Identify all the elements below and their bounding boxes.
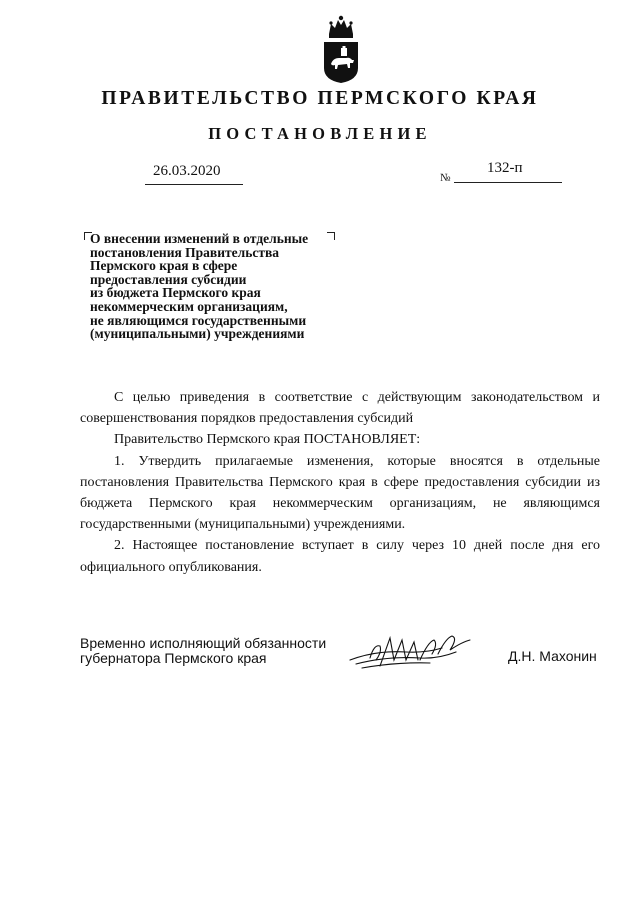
signer-position-line: Временно исполняющий обязанности <box>80 635 327 651</box>
subject-line: не являющимся государственными <box>90 312 307 328</box>
subject-line: Пермского края в сфере <box>90 258 238 274</box>
body-paragraph: С целью приведения в соответствие с действующим законодательством и совершенствования порядков предоставления субсидий <box>80 390 600 427</box>
body-paragraph: 2. Настоящее постановление вступает в силу через 10 дней после дня его официального опубликования. <box>80 538 600 575</box>
handwritten-signature-icon <box>346 630 474 674</box>
subject-line: предоставления субсидии <box>90 271 247 287</box>
body-paragraph: Правительство Пермского края ПОСТАНОВЛЯЕТ: <box>114 432 421 448</box>
subject-line: О внесении изменений в отдельные <box>90 231 309 246</box>
number-underline <box>454 182 562 183</box>
body-paragraph: 1. Утвердить прилагаемые изменения, которые вносятся в отдельные постановления Правительства Пермского края в сфере предоставления субсидии из бюджета Пермского края некоммерческим организациям, не являющимся государственными (муниципальными) учреждениями. <box>80 453 600 533</box>
coat-of-arms-icon <box>321 12 361 84</box>
subject-line: (муниципальными) учреждениями <box>90 326 305 342</box>
document-date: 26.03.2020 <box>153 163 221 179</box>
subject-line: некоммерческим организациям, <box>90 298 288 314</box>
subject-line: постановления Правительства <box>90 244 279 260</box>
signer-position-line: губернатора Пермского края <box>80 650 267 666</box>
signer-position <box>80 636 326 666</box>
document-type: ПОСТАНОВЛЕНИЕ <box>208 124 432 143</box>
date-underline <box>145 184 243 185</box>
document-body <box>80 387 600 578</box>
subject-line: из бюджета Пермского края <box>90 285 261 301</box>
government-title: ПРАВИТЕЛЬСТВО ПЕРМСКОГО КРАЯ <box>101 88 539 109</box>
document-subject <box>90 232 350 341</box>
signer-name: Д.Н. Махонин <box>508 648 597 664</box>
document-number: 132-п <box>487 160 523 176</box>
number-sign: № <box>440 172 451 184</box>
